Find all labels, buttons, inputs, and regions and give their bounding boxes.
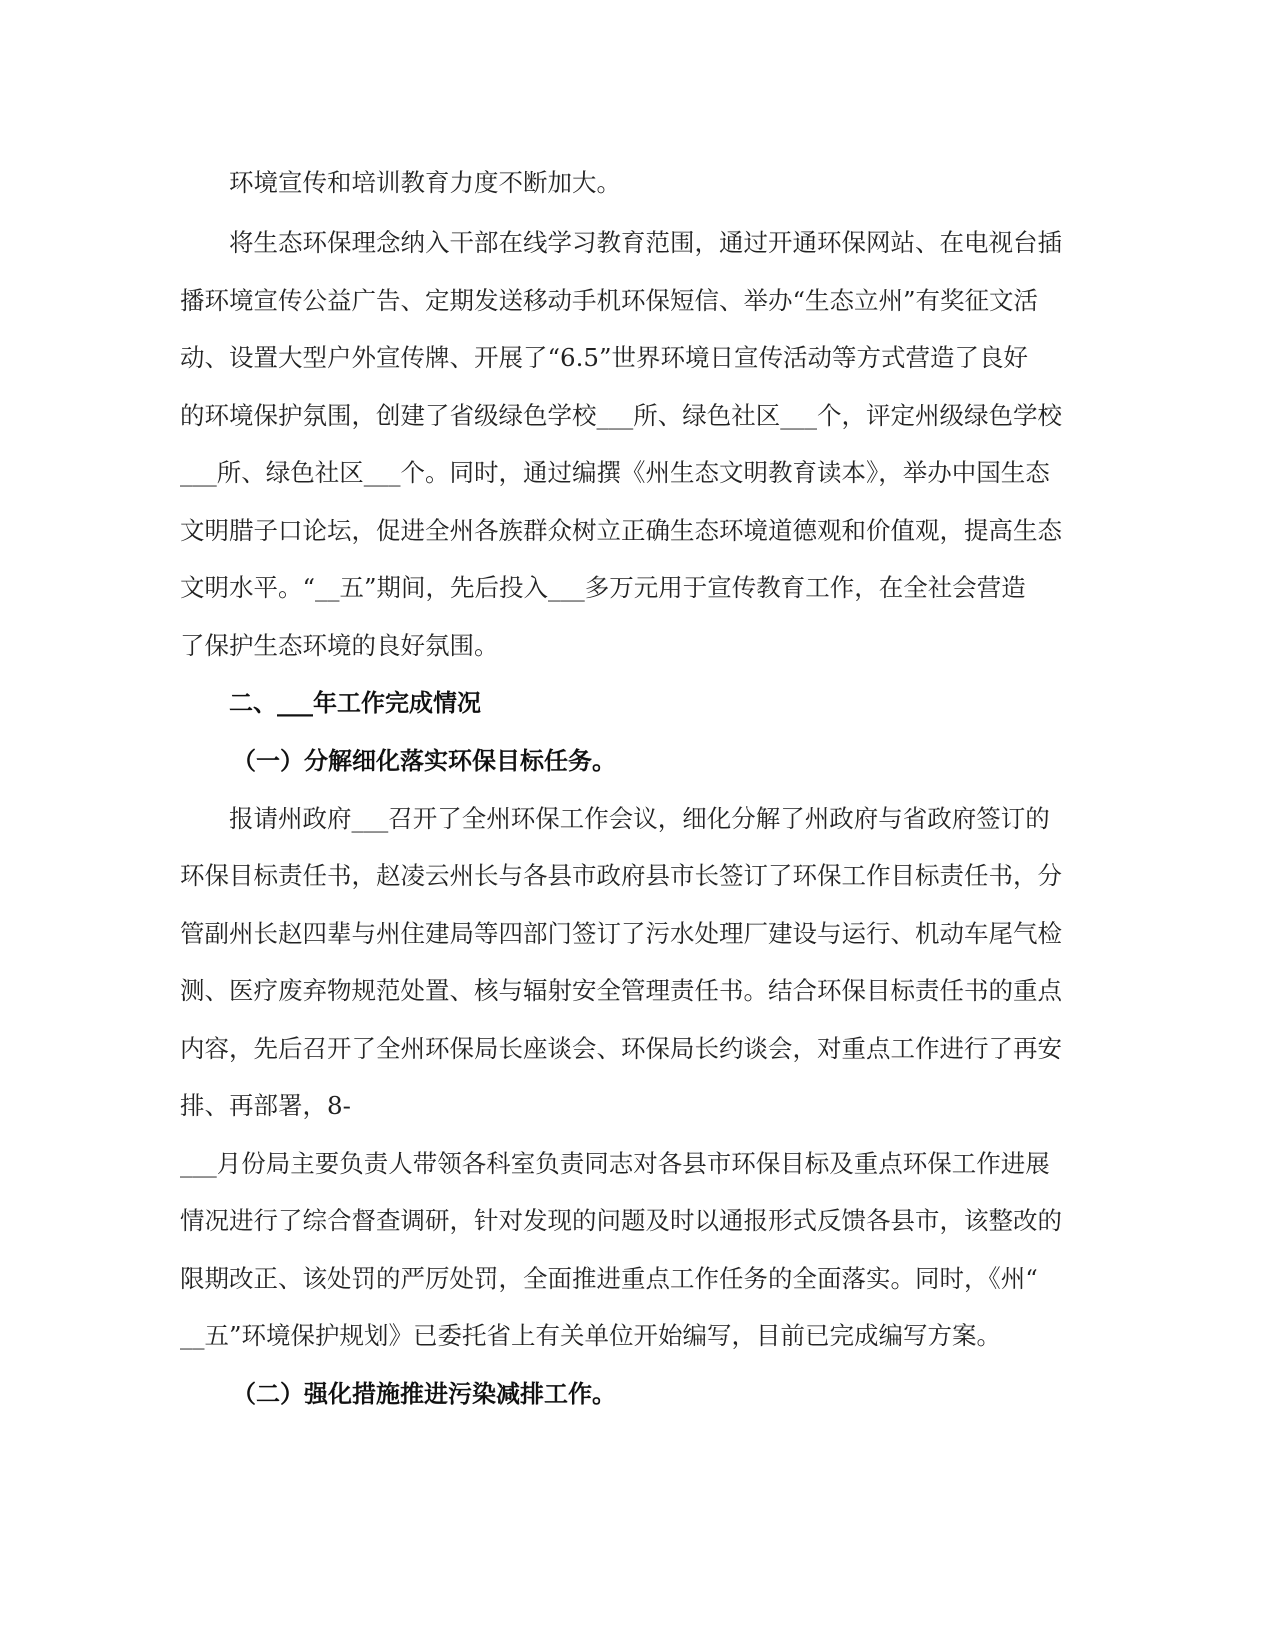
paragraph-line: ___月份局主要负责人带领各科室负责同志对各县市环保目标及重点环保工作进展 xyxy=(180,1149,1050,1178)
paragraph-line: 文明腊子口论坛，促进全州各族群众树立正确生态环境道德观和价值观，提高生态 xyxy=(180,516,1062,545)
paragraph-line: __五”环境保护规划》已委托省上有关单位开始编写，目前已完成编写方案。 xyxy=(180,1321,1002,1350)
paragraph-line: 了保护生态环境的良好氛围。 xyxy=(180,631,499,660)
paragraph-line: 管副州长赵四辈与州住建局等四部门签订了污水处理厂建设与运行、机动车尾气检 xyxy=(180,919,1062,948)
paragraph-line: 限期改正、该处罚的严厉处罚，全面推进重点工作任务的全面落实。同时，《州“ xyxy=(180,1264,1038,1293)
paragraph-line: 将生态环保理念纳入干部在线学习教育范围，通过开通环保网站、在电视台插 xyxy=(229,228,1062,257)
paragraph-line: 内容，先后召开了全州环保局长座谈会、环保局长约谈会，对重点工作进行了再安 xyxy=(180,1034,1062,1063)
paragraph-line: 排、再部署，8- xyxy=(180,1091,351,1120)
section-heading: 二、___年工作完成情况 xyxy=(229,689,481,717)
paragraph-line: 测、医疗废弃物规范处置、核与辐射安全管理责任书。结合环保目标责任书的重点 xyxy=(180,976,1062,1005)
paragraph-line: 播环境宣传公益广告、定期发送移动手机环保短信、举办“生态立州”有奖征文活 xyxy=(180,286,1039,315)
paragraph-line: 文明水平。“__五”期间，先后投入___多万元用于宣传教育工作，在全社会营造 xyxy=(180,573,1026,602)
paragraph-line: 动、设置大型户外宣传牌、开展了“6.5”世界环境日宣传活动等方式营造了良好 xyxy=(180,343,1029,372)
paragraph-line: 环境宣传和培训教育力度不断加大。 xyxy=(229,168,621,197)
paragraph-line: 的环境保护氛围，创建了省级绿色学校___所、绿色社区___个，评定州级绿色学校 xyxy=(180,401,1062,430)
paragraph-line: 报请州政府___召开了全州环保工作会议，细化分解了州政府与省政府签订的 xyxy=(229,804,1050,833)
subsection-heading: （一）分解细化落实环保目标任务。 xyxy=(232,747,616,775)
paragraph-line: 情况进行了综合督查调研，针对发现的问题及时以通报形式反馈各县市，该整改的 xyxy=(180,1206,1062,1235)
subsection-heading: （二）强化措施推进污染减排工作。 xyxy=(232,1380,616,1408)
paragraph-line: ___所、绿色社区___个。同时，通过编撰《州生态文明教育读本》，举办中国生态 xyxy=(180,458,1050,487)
paragraph-line: 环保目标责任书，赵凌云州长与各县市政府县市长签订了环保工作目标责任书，分 xyxy=(180,861,1062,890)
